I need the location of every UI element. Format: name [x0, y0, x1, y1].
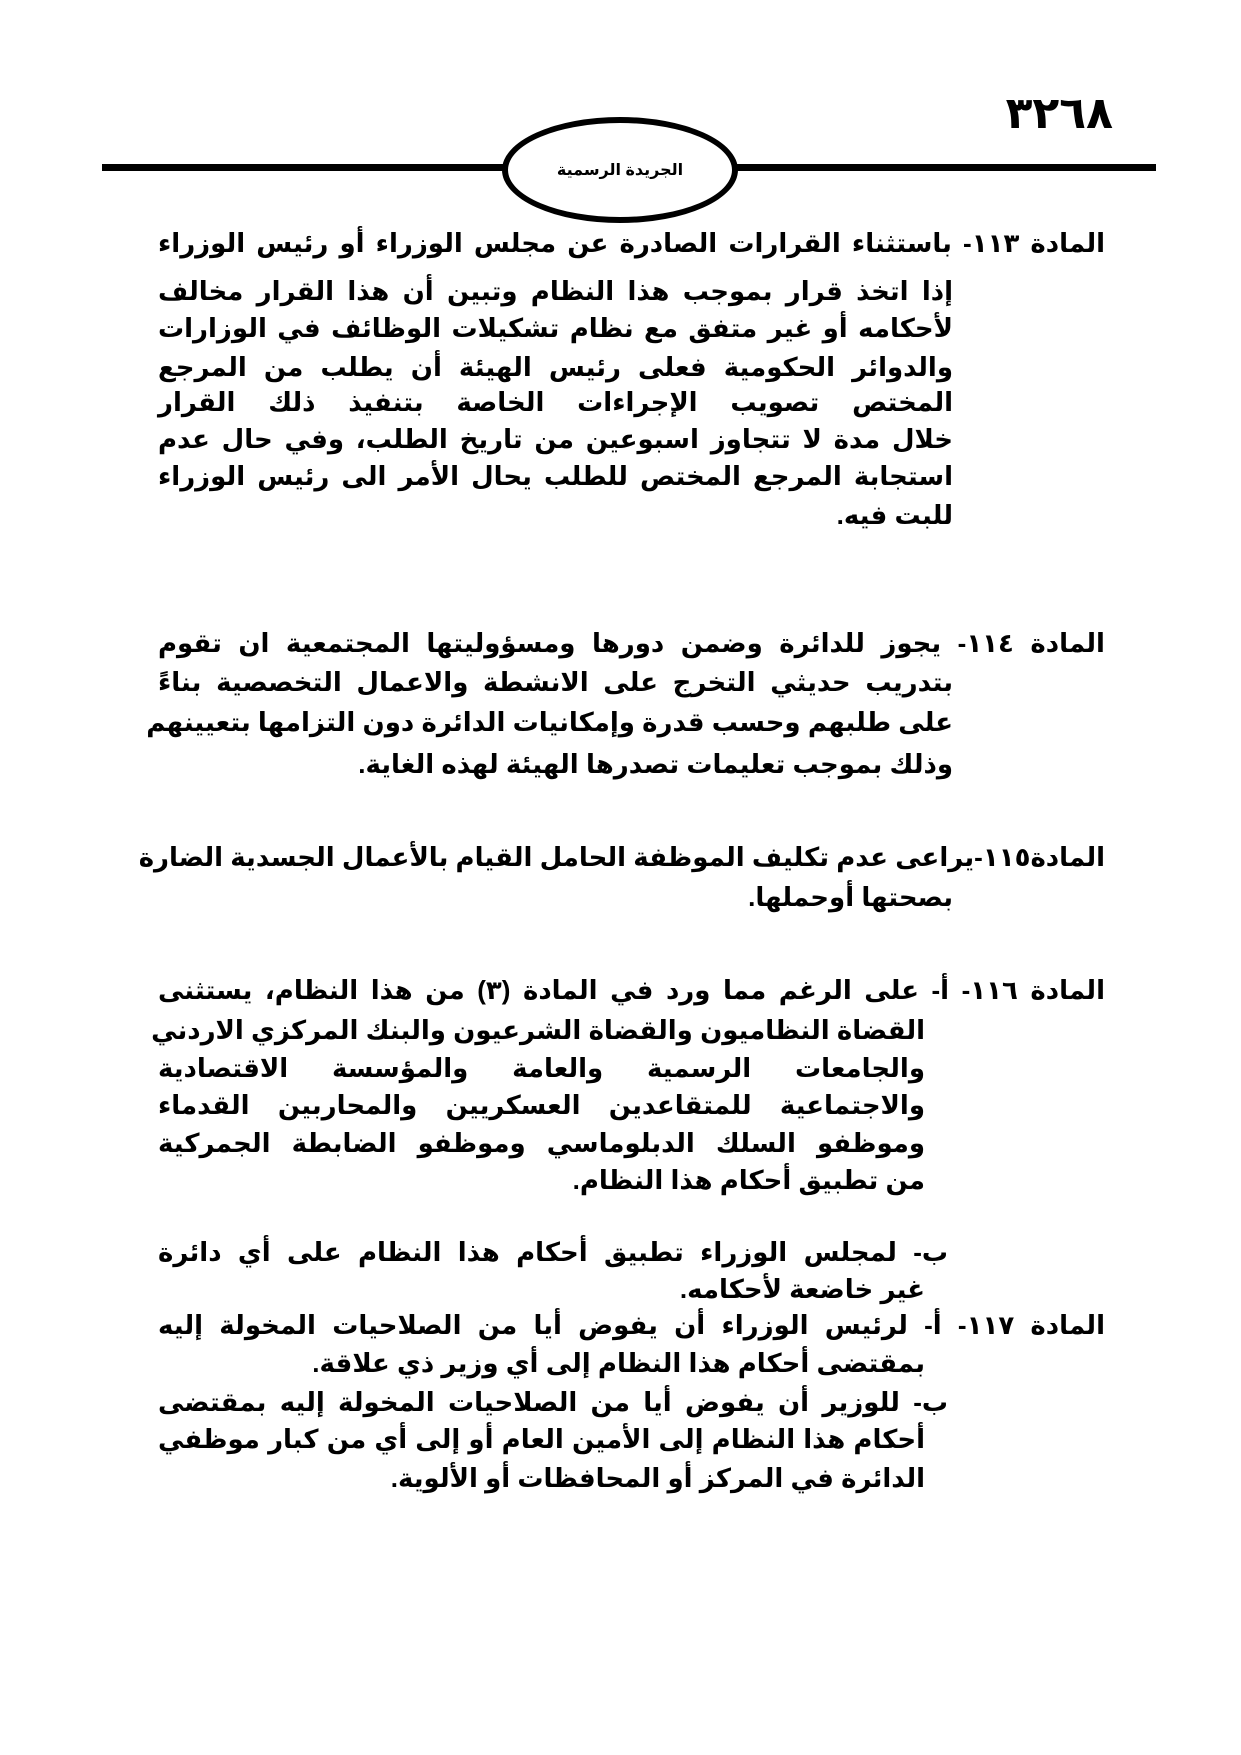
article-114-line: وذلك بموجب تعليمات تصدرها الهيئة لهذه الغاية. [358, 749, 953, 779]
article-116-line: وموظفو السلك الدبلوماسي وموظفو الضابطة الجمركية [158, 1128, 925, 1158]
article-113-line: للبت فيه. [836, 500, 953, 530]
article-114-line: المادة ١١٤- يجوز للدائرة وضمن دورها ومسؤوليتها المجتمعية ان تقوم [158, 628, 1105, 658]
article-113-line: إذا اتخذ قرار بموجب هذا النظام وتبين أن هذا القرار مخالف [158, 276, 953, 306]
article-113-line: لأحكامه أو غير متفق مع نظام تشكيلات الوظائف في الوزارات [158, 313, 953, 343]
article-117-line: أحكام هذا النظام إلى الأمين العام أو إلى أي من كبار موظفي [158, 1424, 925, 1454]
article-115-line: المادة١١٥-يراعى عدم تكليف الموظفة الحامل القيام بالأعمال الجسدية الضارة [138, 842, 1105, 872]
article-115-line: بصحتها أوحملها. [748, 882, 953, 912]
masthead-title: الجريدة الرسمية [556, 162, 684, 179]
article-113-line: والدوائر الحكومية فعلى رئيس الهيئة أن يطلب من المرجع [158, 352, 953, 382]
article-116-line: المادة ١١٦- أ- على الرغم مما ورد في المادة (٣) من هذا النظام، يستثنى [158, 975, 1105, 1005]
article-117-line: الدائرة في المركز أو المحافظات أو الألوية. [390, 1463, 925, 1493]
header-rule-left [102, 164, 504, 171]
header-rule-right [736, 164, 1156, 171]
article-113-line: خلال مدة لا تتجاوز اسبوعين من تاريخ الطلب، وفي حال عدم [158, 424, 953, 454]
article-113-line: المادة ١١٣- باستثناء القرارات الصادرة عن مجلس الوزراء أو رئيس الوزراء [158, 228, 1105, 258]
gazette-masthead-oval [502, 117, 738, 223]
article-116-line: والاجتماعية للمتقاعدين العسكريين والمحاربين القدماء [158, 1090, 925, 1120]
article-117-line: المادة ١١٧- أ- لرئيس الوزراء أن يفوض أيا من الصلاحيات المخولة إليه [158, 1310, 1105, 1340]
article-116-line: من تطبيق أحكام هذا النظام. [572, 1165, 925, 1195]
article-116-line: القضاة النظاميون والقضاة الشرعيون والبنك المركزي الاردني [151, 1015, 925, 1045]
article-116-line: ب- لمجلس الوزراء تطبيق أحكام هذا النظام على أي دائرة [158, 1237, 948, 1267]
article-116-line: والجامعات الرسمية والعامة والمؤسسة الاقتصادية [158, 1053, 925, 1083]
article-117-line: ب- للوزير أن يفوض أيا من الصلاحيات المخولة إليه بمقتضى [158, 1387, 948, 1417]
article-113-line: استجابة المرجع المختص للطلب يحال الأمر الى رئيس الوزراء [158, 461, 953, 491]
page-number: ٣٢٦٨ [1005, 89, 1113, 138]
article-117-line: بمقتضى أحكام هذا النظام إلى أي وزير ذي علاقة. [312, 1348, 925, 1378]
article-114-line: على طلبهم وحسب قدرة وإمكانيات الدائرة دون التزامها بتعيينهم [146, 707, 953, 737]
article-113-line: المختص تصويب الإجراءات الخاصة بتنفيذ ذلك القرار [158, 387, 953, 417]
article-116-line: غير خاضعة لأحكامه. [679, 1274, 925, 1304]
article-114-line: بتدريب حديثي التخرج على الانشطة والاعمال التخصصية بناءً [158, 667, 953, 697]
